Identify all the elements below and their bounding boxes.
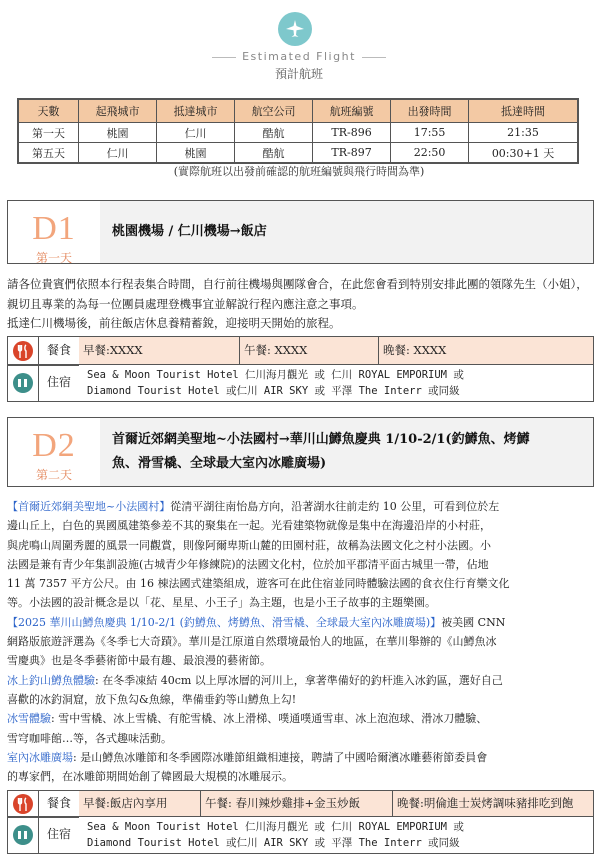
table-cell: 仁川 (157, 123, 235, 143)
table-cell: 第五天 (18, 143, 79, 164)
s5-line-1 (7, 748, 592, 767)
table-cell: 桃園 (79, 123, 157, 143)
day1-number: D1 (32, 210, 76, 247)
day1-meals (79, 337, 593, 365)
day1-badge (8, 201, 101, 263)
s1-text: 從清平湖往南怡島方向，沿著湖水往前走約 10 公里，可看到位於左 (170, 500, 500, 513)
table-cell: 17:55 (391, 123, 469, 143)
day2-hotel-line-1: Sea & Moon Tourist Hotel 仁川海月觀光 或 仁川 ROYAL EMPORIUM 或 (87, 821, 464, 833)
day1-breakfast: 早餐:XXXX (79, 337, 240, 365)
s1-line-6: 等。小法國的設計概念是以「花、星星、小王子」為主題，也是小王子故事的主題樂園。 (7, 596, 436, 610)
table-cell: 酷航 (235, 123, 313, 143)
s1-line-1 (7, 497, 592, 516)
meal-icon-cell (8, 337, 39, 365)
day1-description (7, 275, 592, 334)
s2-line-3: 雪慶典》也是冬季藝術節中最有趣、最浪漫的藝術節。 (7, 654, 271, 668)
s2-text: 被美國 CNN (441, 615, 506, 629)
day1-stay-row (7, 364, 594, 402)
stay-icon-cell (8, 817, 39, 853)
day2-lunch: 午餐: 春川辣炒雞排+金玉炒飯 (201, 791, 393, 817)
flight-table-header (18, 99, 578, 123)
table-cell: 仁川 (79, 143, 157, 164)
s2-line-2: 網路版旅遊評選為《冬季七大奇蹟》。華川是江原道自然環境最怡人的地區，在華川舉辦的《山鱒魚冰 (7, 635, 497, 649)
meal-icon-cell (8, 791, 39, 817)
s3-line-1 (7, 671, 592, 690)
day1-hotel-line-1: Sea & Moon Tourist Hotel 仁川海月觀光 或 仁川 ROYAL EMPORIUM 或 (87, 369, 464, 381)
day1-meals-row (7, 336, 594, 366)
col-header: 抵達時間 (469, 99, 578, 123)
stay-icon-cell (8, 365, 39, 401)
table-cell: 第一天 (18, 123, 79, 143)
s4-heading: 冰雪體驗 (7, 712, 51, 726)
col-header: 抵達城市 (157, 99, 235, 123)
airplane-icon (278, 12, 312, 46)
day2-description (7, 497, 592, 786)
utensils-icon (13, 794, 33, 814)
s3-heading: 冰上釣山鱒魚體驗 (7, 673, 95, 687)
day2-hotel (79, 817, 593, 853)
bed-icon (13, 825, 33, 845)
table-cell: 00:30+1 天 (469, 143, 578, 164)
s3-line-2: 喜歡的冰釣洞窟，放下魚勾&魚線，準備垂釣等山鱒魚上勾! (7, 692, 297, 706)
stay-label: 住宿 (39, 817, 80, 853)
s4-line-2: 雪穹咖啡館…等，各式趣味活動。 (7, 731, 172, 745)
day1-label: 第一天 (35, 251, 72, 265)
table-cell: 酷航 (235, 143, 313, 164)
meal-label: 餐食 (39, 337, 80, 365)
day1-title-bar (100, 201, 593, 263)
col-header: 起飛城市 (79, 99, 157, 123)
day2-title-line-2: 魚、滑雪橇、全球最大室內冰雕廣場) (112, 456, 327, 471)
header-title-zh: 預計航班 (274, 67, 323, 81)
s1-line-3: 與虎鳴山周圍秀麗的風景一同觀賞，則像阿爾卑斯山麓的田園村莊，故稱為法國文化之村小法國。小 (7, 538, 491, 552)
s5-line-2: 的專家們，在冰雕節期間始創了韓國最大規模的冰雕展示。 (7, 770, 293, 784)
bed-icon (13, 373, 33, 393)
day2-title-bar (100, 418, 593, 486)
table-row (18, 123, 578, 143)
table-cell: TR-897 (313, 143, 391, 164)
day1-header (7, 200, 594, 264)
day2-meals (79, 791, 593, 817)
day2-title-line-1: 首爾近郊網美聖地~小法國村→華川山鱒魚慶典 1/10-2/1(釣鱒魚、烤鱒 (112, 432, 530, 447)
s4-text: : 雪中雪橇、冰上雪橇、有舵雪橇、冰上滑梯、噗通噗通雪車、冰上泡泡球、滑冰刀體驗、 (51, 712, 488, 726)
s1-line-4: 法國是兼有青少年集訓設施(古城青少年修練院)的法國文化村，位於加平郡清平面古城里一帶，佔地 (7, 557, 489, 571)
day2-label: 第二天 (35, 468, 72, 482)
flight-note: (實際航班以出發前確認的航班編號與飛行時間為準) (173, 165, 425, 178)
s4-line-1 (7, 709, 592, 728)
s2-heading: 【2025 華川山鱒魚慶典 1/10-2/1 (釣鱒魚、烤鱒魚、滑雪橇、全球最大室內冰雕廣場)】 (7, 615, 442, 629)
flight-header (0, 0, 598, 90)
meal-label: 餐食 (39, 791, 80, 817)
day2-dinner: 晚餐:明倫進士炭烤調味豬排吃到飽 (397, 796, 574, 810)
col-header: 天數 (18, 99, 79, 123)
day2-header (7, 417, 594, 487)
col-header: 航空公司 (235, 99, 313, 123)
header-title-en: Estimated Flight (242, 50, 356, 63)
day1-hotel-line-2: Diamond Tourist Hotel 或仁川 AIR SKY 或 平澤 The Interr 或同級 (87, 385, 460, 397)
s1-heading: 【首爾近郊網美聖地~小法國村】 (7, 500, 171, 513)
col-header: 航班編號 (313, 99, 391, 123)
day2-number: D2 (32, 427, 76, 464)
table-cell: TR-896 (313, 123, 391, 143)
s3-text: : 在冬季凍結 40cm 以上厚冰層的河川上，拿著準備好的釣杆進入冰釣區，選好自己 (95, 673, 503, 687)
day1-title: 桃園機場 / 仁川機場→飯店 (112, 224, 267, 239)
stay-label: 住宿 (39, 365, 80, 401)
s2-line-1 (7, 613, 592, 632)
day2-meals-row (7, 790, 594, 818)
day2-stay-row (7, 816, 594, 854)
col-header: 出發時間 (391, 99, 469, 123)
utensils-icon (13, 341, 33, 361)
s5-heading: 室內冰雕廣場 (7, 750, 73, 764)
day2-breakfast: 早餐:飯店內享用 (79, 791, 201, 817)
day1-paragraph-1: 請各位貴賓們依照本行程表集合時間，自行前往機場與團隊會合，在此您會看到特別安排此團的領隊先生（小姐），親切且專業的為每一位團員處理登機事宜並解說行程內應注意之事項。 (7, 277, 588, 311)
flight-table (17, 98, 579, 164)
day1-lunch: 午餐: XXXX (240, 337, 379, 365)
day1-hotel (79, 365, 593, 401)
day2-hotel-line-2: Diamond Tourist Hotel 或仁川 AIR SKY 或 平澤 The Interr 或同級 (87, 837, 460, 849)
table-row (18, 143, 578, 164)
day1-dinner: 晚餐: XXXX (383, 343, 447, 357)
day2-title (112, 428, 583, 476)
table-cell: 21:35 (469, 123, 578, 143)
day1-paragraph-2: 抵達仁川機場後，前往飯店休息養精蓄銳，迎接明天開始的旅程。 (7, 316, 341, 330)
day2-badge (8, 418, 101, 486)
table-cell: 桃園 (157, 143, 235, 164)
s1-line-2: 邊山丘上，白色的異國風建築參差不其的聚集在一起。光看建築物就像是集中在海邊沿岸的小村莊， (7, 519, 491, 533)
table-cell: 22:50 (391, 143, 469, 164)
s5-text: : 是山鱒魚冰雕節和冬季國際冰雕節組織相連接，聘請了中國哈爾濱冰雕藝術節委員會 (73, 750, 488, 764)
s1-line-5: 11 萬 7357 平方公尺。由 16 棟法國式建築組成，遊客可在此住宿並同時體驗法國的食衣住行育樂文化 (7, 577, 510, 591)
